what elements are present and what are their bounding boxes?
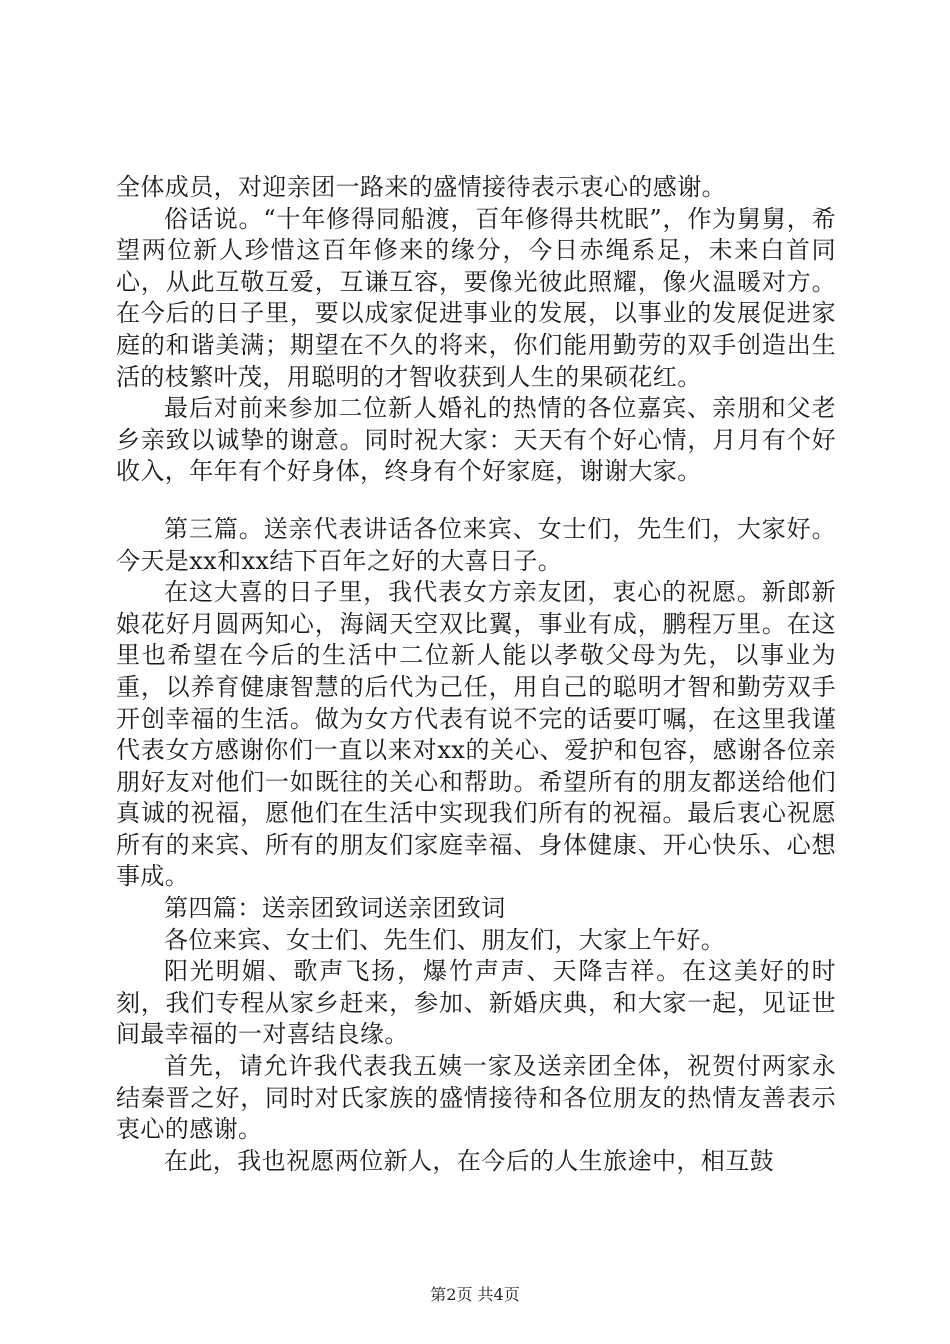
page-number-label: 第2页 共4页 [430, 1285, 520, 1304]
paragraph-1: 全体成员，对迎亲团一路来的盛情接待表示衷心的感谢。 [116, 173, 726, 201]
page-footer [0, 1285, 950, 1305]
paragraph-2: 俗话说。“十年修得同船渡，百年修得共枕眠”，作为舅舅，希望两位新人珍惜这百年修来的缘分，今日赤绳系足，未来白首同心，从此互敬互爱，互谦互容，要像光彼此照耀，像火温暖对方。在今后的日子里，要以成家促进事业的发展，以事业的发展促进家庭的和谐美满；期望在不久的将来，你们能用勤劳的双手创造出生活的枝繁叶茂，用聪明的才智收获到人生的果硕花红。 [116, 204, 836, 391]
paragraph-9: 首先，请允许我代表我五姨一家及送亲团全体，祝贺付两家永结秦晋之好，同时对氏家族的盛情接待和各位朋友的热情友善表示衷心的感谢。 [116, 1052, 836, 1144]
paragraph-4-section-heading: 第三篇。送亲代表讲话各位来宾、女士们，先生们，大家好。今天是xx和xx结下百年之好的大喜日子。 [116, 514, 836, 575]
paragraph-10: 在此，我也祝愿两位新人，在今后的人生旅途中，相互鼓 [164, 1146, 774, 1175]
document-body [116, 172, 836, 1177]
paragraph-3: 最后对前来参加二位新人婚礼的热情的各位嘉宾、亲朋和父老乡亲致以诚挚的谢意。同时祝大家：天天有个好心情，月月有个好收入，年年有个好身体，终身有个好家庭，谢谢大家。 [116, 394, 836, 486]
paragraph-8: 阳光明媚、歌声飞扬，爆竹声声、天降吉祥。在这美好的时刻，我们专程从家乡赶来，参加、新婚庆典，和大家一起，见证世间最幸福的一对喜结良缘。 [116, 957, 836, 1049]
paragraph-5: 在这大喜的日子里，我代表女方亲友团，衷心的祝愿。新郎新娘花好月圆两知心，海阔天空双比翼，事业有成，鹏程万里。在这里也希望在今后的生活中二位新人能以孝敬父母为先，以事业为重，以养育健康智慧的后代为己任，用自己的聪明才智和勤劳双手开创幸福的生活。做为女方代表有说不完的话要叮嘱，在这里我谨代表女方感谢你们一直以来对xx的关心、爱护和包容，感谢各位亲朋好友对他们一如既往的关心和帮助。希望所有的朋友都送给他们真诚的祝福，愿他们在生活中实现我们所有的祝福。最后衷心祝愿所有的来宾、所有的朋友们家庭幸福、身体健康、开心快乐、心想事成。 [116, 578, 836, 891]
paragraph-7: 各位来宾、女士们、先生们、朋友们，大家上午好。 [164, 925, 726, 954]
paragraph-6-section-heading: 第四篇：送亲团致词送亲团致词 [164, 894, 506, 923]
